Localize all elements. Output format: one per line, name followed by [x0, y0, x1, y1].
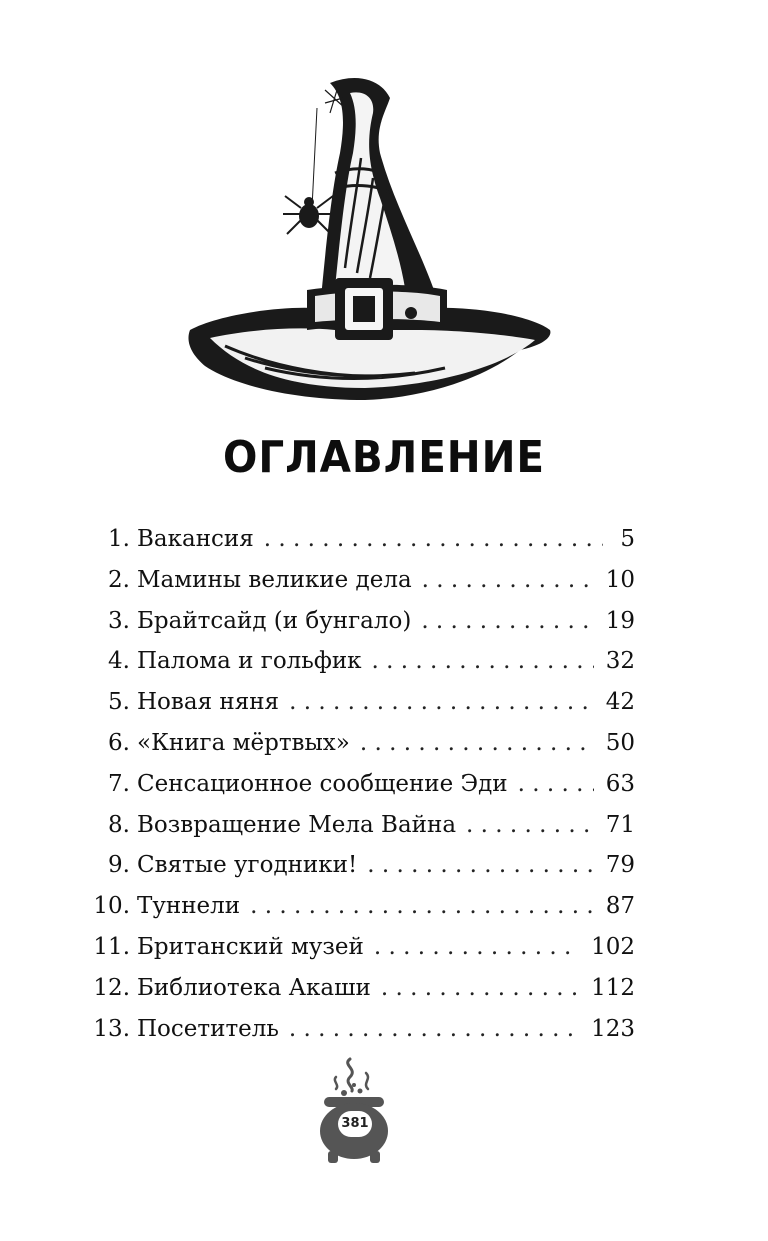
toc-number: 9.	[108, 852, 130, 879]
toc-page-number: 87	[605, 893, 635, 920]
toc-title: Вакансия	[137, 526, 254, 552]
toc-title: Святые угодники!	[137, 852, 358, 879]
toc-leader-dots	[250, 893, 594, 919]
toc-number: 10.	[93, 893, 130, 920]
toc-entry	[80, 893, 635, 934]
toc-leader-dots	[466, 812, 594, 838]
toc-page-number: 19	[605, 607, 635, 634]
toc-number: 11.	[93, 933, 130, 960]
toc-number: 4.	[108, 648, 130, 675]
toc-title: Палома и гольфик	[137, 648, 362, 675]
toc-title: Библиотека Акаши	[137, 974, 371, 1001]
toc-leader-dots	[518, 771, 594, 797]
toc-page-number: 63	[605, 770, 635, 797]
toc-leader-dots	[289, 1016, 579, 1042]
toc-title: Мамины великие дела	[137, 566, 412, 593]
toc-number: 1.	[108, 526, 130, 552]
toc-leader-dots	[367, 852, 594, 878]
toc-number: 6.	[108, 729, 130, 756]
toc-leader-dots	[360, 730, 594, 756]
toc-leader-dots	[264, 526, 603, 552]
toc-entry	[80, 1016, 635, 1057]
page-title: ОГЛАВЛЕНИЕ	[223, 432, 545, 483]
toc-entry	[80, 608, 635, 649]
toc-entry	[80, 975, 635, 1016]
toc-leader-dots	[372, 648, 594, 674]
toc-title: Возвращение Мела Вайна	[137, 811, 457, 838]
toc-number: 7.	[108, 770, 130, 797]
cauldron-icon	[314, 1055, 394, 1165]
toc-page-number: 102	[591, 933, 635, 960]
toc-title: Брайтсайд (и бунгало)	[137, 607, 412, 634]
toc-number: 2.	[108, 566, 130, 593]
toc-leader-dots	[422, 567, 594, 593]
toc-entry	[80, 934, 635, 975]
witch-hat-icon	[185, 68, 555, 408]
toc-page-number: 71	[605, 811, 635, 838]
toc-entry	[80, 852, 635, 893]
toc-leader-dots	[421, 608, 593, 634]
toc-page-number: 123	[591, 1015, 635, 1042]
toc-page-number: 10	[605, 566, 635, 593]
toc-entry	[80, 730, 635, 771]
toc-number: 12.	[93, 974, 130, 1001]
toc-entry	[80, 689, 635, 730]
toc-leader-dots	[381, 975, 579, 1001]
toc-page-number: 32	[605, 648, 635, 675]
toc-page-number: 5	[620, 526, 635, 552]
toc-number: 8.	[108, 811, 130, 838]
toc-title: Британский музей	[137, 933, 364, 960]
toc-number: 5.	[108, 689, 130, 716]
toc-leader-dots	[374, 934, 579, 960]
toc-page-number: 112	[591, 974, 635, 1001]
toc-title: Новая няня	[137, 689, 280, 716]
table-of-contents	[80, 526, 635, 1056]
toc-title: Сенсационное сообщение Эди	[137, 770, 508, 797]
toc-leader-dots	[289, 689, 594, 715]
page-number: 381	[338, 1111, 372, 1137]
toc-number: 13.	[93, 1015, 130, 1042]
toc-page-number: 42	[605, 689, 635, 716]
toc-title: «Книга мёртвых»	[137, 729, 350, 756]
toc-entry	[80, 526, 635, 567]
toc-page-number: 79	[605, 852, 635, 879]
toc-page-number: 50	[605, 729, 635, 756]
toc-entry	[80, 771, 635, 812]
toc-entry	[80, 567, 635, 608]
toc-entry	[80, 648, 635, 689]
toc-number: 3.	[108, 607, 130, 634]
toc-entry	[80, 812, 635, 853]
toc-title: Туннели	[137, 893, 241, 920]
toc-title: Посетитель	[137, 1015, 279, 1042]
